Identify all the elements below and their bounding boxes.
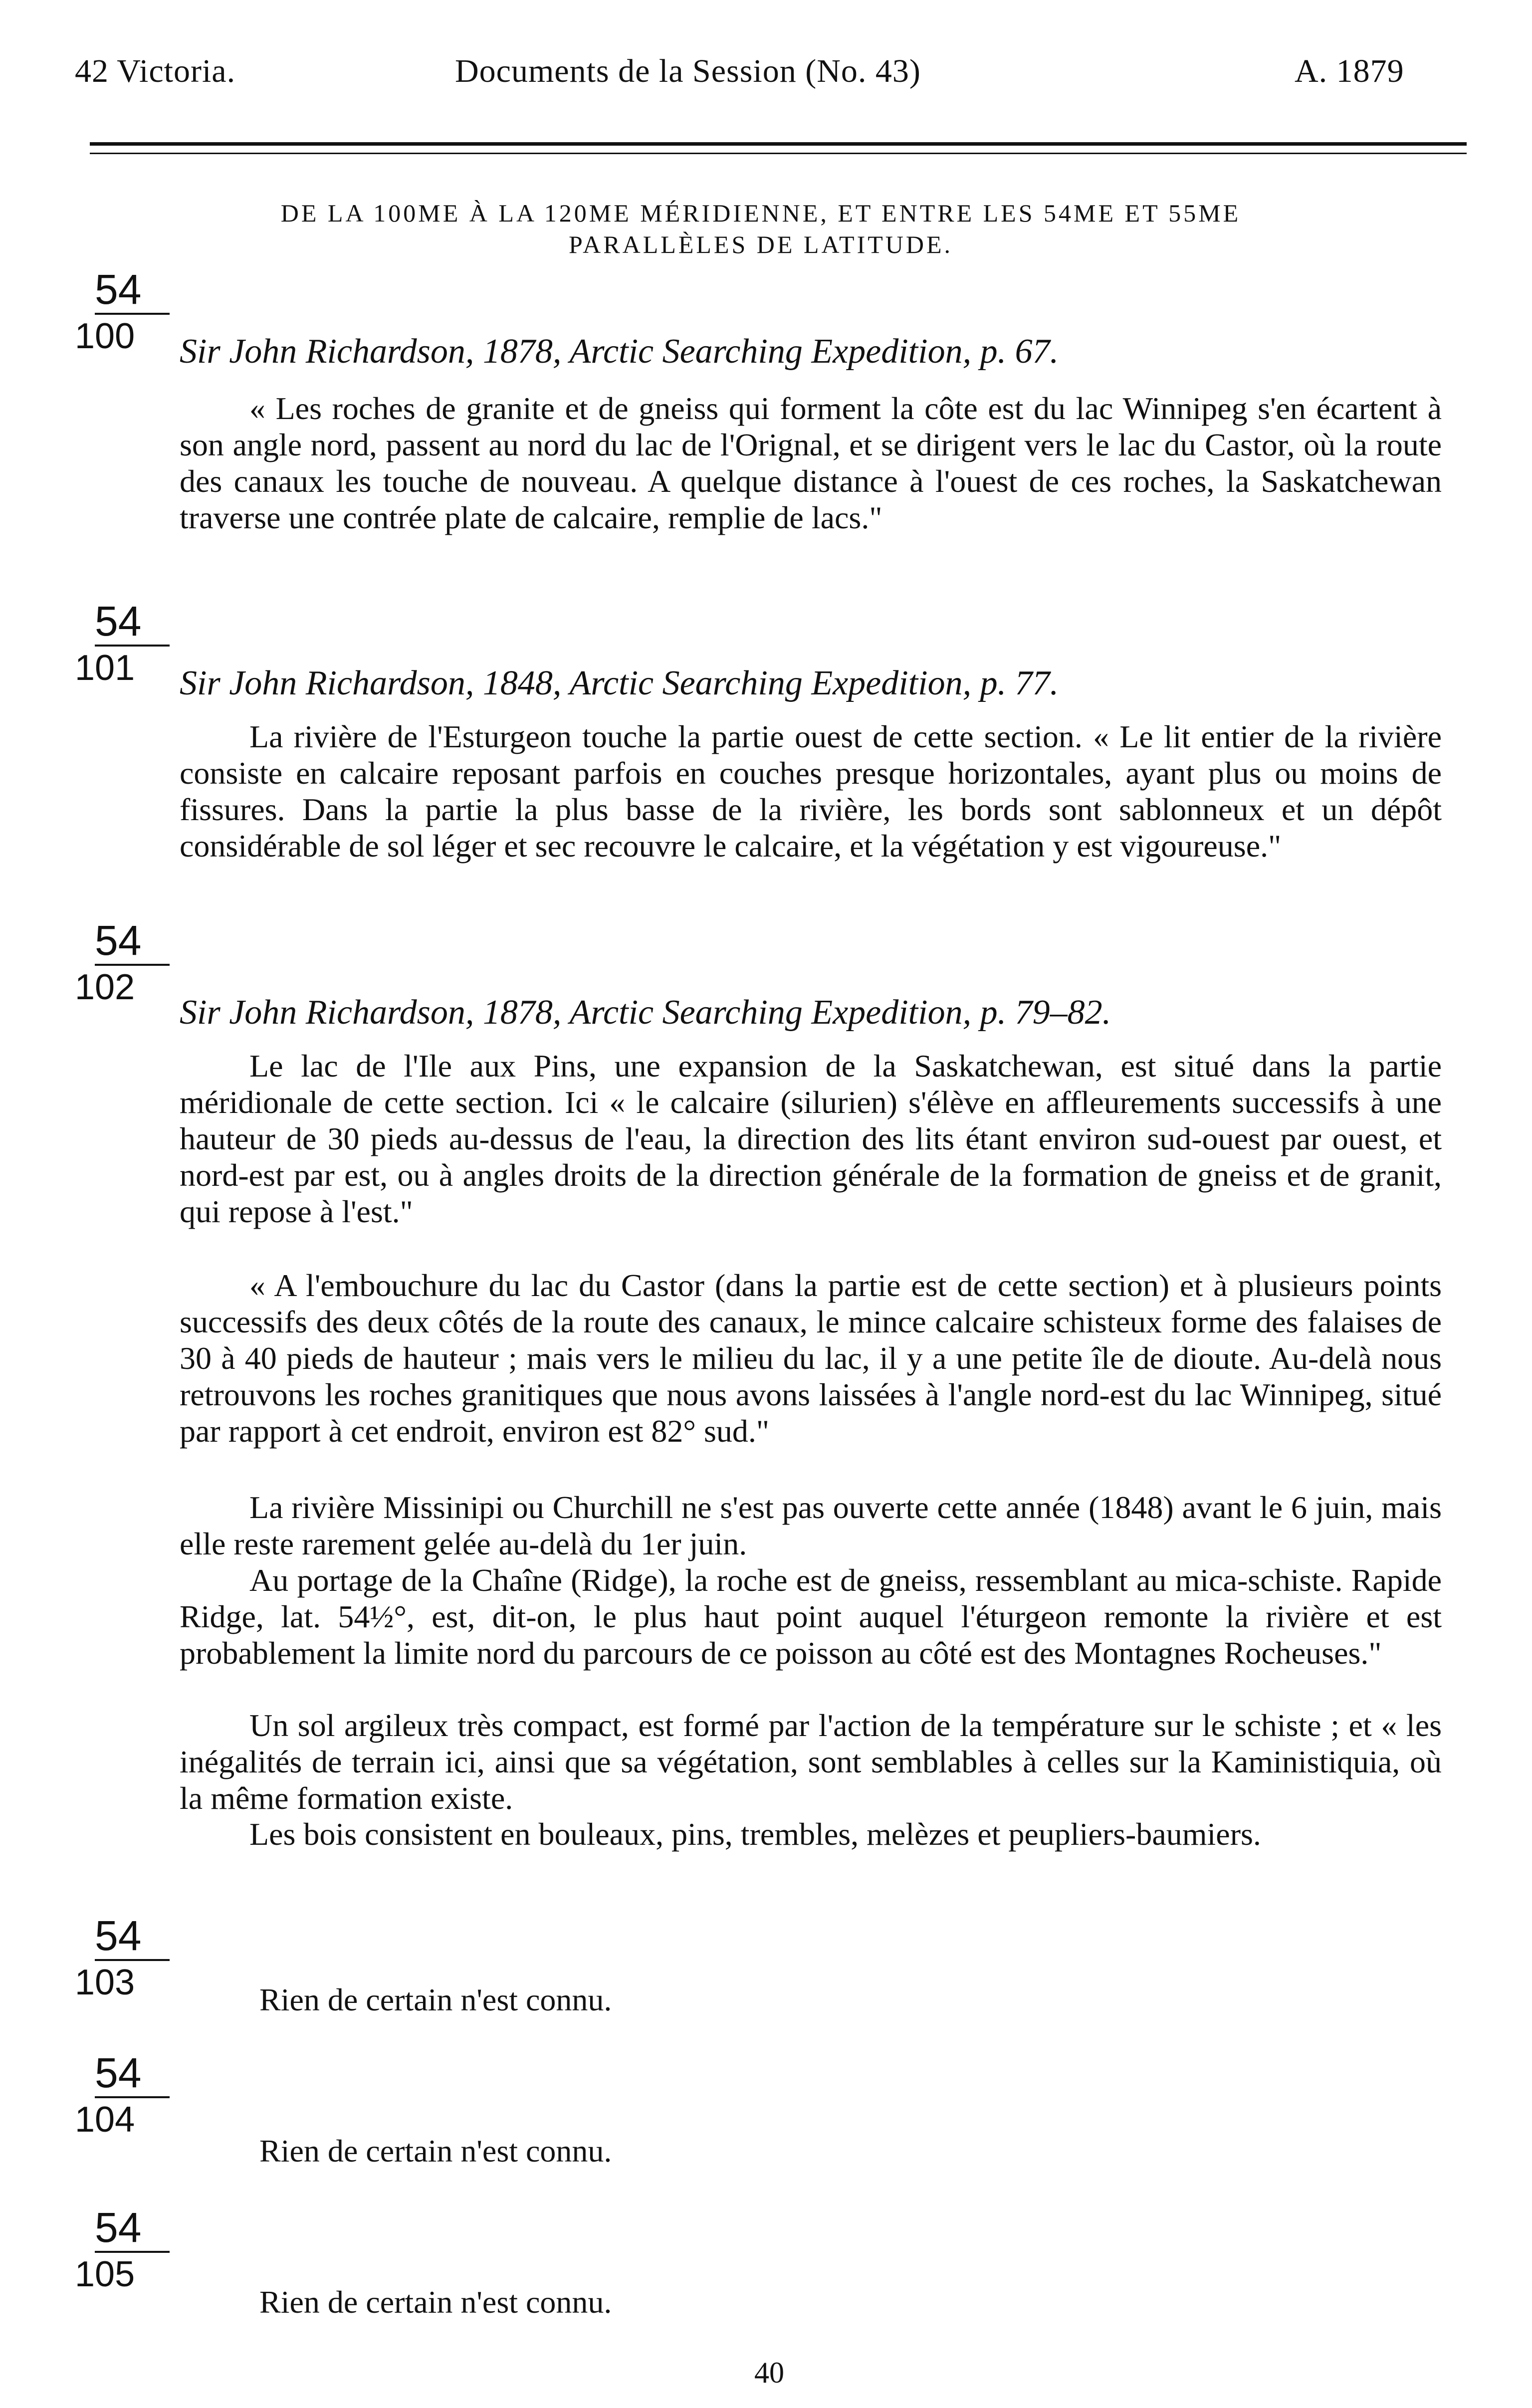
section-longitude: 102 [75, 967, 135, 1007]
paragraph: « A l'embouchure du lac du Castor (dans la partie est de cette section) et à plusieurs points successifs des deux côtés de la route des canaux, le mince calcaire schisteux forme des falaises de 30 à 40 pieds de hauteur ; mais vers le milieu du lac, il y a une petite île de dioute. Au-delà nous retrouvons les roches granitiques que nous avons laissées à l'angle nord-est du lac Winnipeg, situé par rapport à cet endroit, environ est 82° sud." [180, 1268, 1442, 1449]
citation: Sir John Richardson, 1848, Arctic Searching Expedition, p. 77. [180, 664, 1059, 702]
section-heading-line-2: PARALLÈLES DE LATITUDE. [568, 230, 953, 258]
paragraph: La rivière Missinipi ou Churchill ne s'est pas ouverte cette année (1848) avant le 6 juin, mais elle reste rarement gelée au-delà du 1er juin. [180, 1490, 1442, 1561]
paragraph: Le lac de l'Ile aux Pins, une expansion de la Saskatchewan, est situé dans la partie méridionale de cette section. Ici « le calcaire (silurien) s'élève en affleurements successifs à une hauteur de 30 pieds au-dessus de l'eau, la direction des lits étant environ sud-ouest par ouest, et nord-est par est, ou à angles droits de la direction générale de la formation de gneiss et de granit, qui repose à l'est." [180, 1048, 1442, 1229]
section-latitude: 54 [95, 266, 142, 313]
section-latitude: 54 [95, 598, 142, 645]
section-latitude: 54 [95, 2049, 142, 2096]
paragraph: Un sol argileux très compact, est formé par l'action de la température sur le schiste ; et « les inégalités de terrain ici, ainsi que sa végétation, sont semblables à celles sur la Kaministiquia, où la même formation existe. [180, 1708, 1442, 1816]
header-year: A. 1879 [1295, 53, 1404, 89]
page-number: 40 [754, 2356, 784, 2389]
section-marker-54-103 [75, 1913, 180, 2004]
header-rule-thick [90, 142, 1467, 146]
section-marker-54-102 [75, 918, 180, 1009]
section-marker-54-105 [75, 2205, 180, 2296]
section-longitude: 100 [75, 316, 135, 356]
section-latitude: 54 [95, 1912, 142, 1959]
paragraph: Au portage de la Chaîne (Ridge), la roche est de gneiss, ressemblant au mica-schiste. Rapide Ridge, lat. 54½°, est, dit-on, le plus haut point auquel l'éturgeon remonte la rivière et est probablement la limite nord du parcours de ce poisson au côté est des Montagnes Rocheuses." [180, 1562, 1442, 1671]
paragraph: La rivière de l'Esturgeon touche la partie ouest de cette section. « Le lit entier de la rivière consiste en calcaire reposant parfois en couches presque horizontales, ayant plus ou moins de fissures. Dans la partie la plus basse de la rivière, les bords sont sablonneux et un dépôt considérable de sol léger et sec recouvre le calcaire, et la végétation y est vigoureuse." [180, 719, 1442, 864]
paragraph: « Les roches de granite et de gneiss qui forment la côte est du lac Winnipeg s'en écartent à son angle nord, passent au nord du lac de l'Orignal, et se dirigent vers le lac du Castor, où la route des canaux les touche de nouveau. A quelque distance à l'ouest de ces roches, la Saskatchewan traverse une contrée plate de calcaire, remplie de lacs." [180, 391, 1442, 535]
section-marker-54-104 [75, 2050, 180, 2141]
header-rule-thin [90, 153, 1467, 154]
no-data-note: Rien de certain n'est connu. [259, 2284, 612, 2320]
no-data-note: Rien de certain n'est connu. [259, 1982, 612, 2017]
section-longitude: 105 [75, 2254, 135, 2294]
citation: Sir John Richardson, 1878, Arctic Searching Expedition, p. 79–82. [180, 993, 1111, 1032]
header-volume: 42 Victoria. [75, 53, 236, 89]
citation: Sir John Richardson, 1878, Arctic Searching Expedition, p. 67. [180, 332, 1059, 371]
section-marker-54-101 [75, 599, 180, 689]
section-latitude: 54 [95, 917, 142, 964]
section-heading-line-1: DE LA 100ME À LA 120ME MÉRIDIENNE, ET ENTRE LES 54ME ET 55ME [280, 199, 1241, 227]
section-longitude: 101 [75, 648, 135, 688]
section-latitude: 54 [95, 2204, 142, 2251]
paragraph: Les bois consistent en bouleaux, pins, trembles, melèzes et peupliers-baumiers. [249, 1816, 1261, 1852]
header-title: Documents de la Session (No. 43) [455, 53, 921, 89]
section-longitude: 104 [75, 2100, 135, 2140]
section-longitude: 103 [75, 1963, 135, 2002]
section-marker-54-100 [75, 267, 180, 358]
no-data-note: Rien de certain n'est connu. [259, 2133, 612, 2169]
